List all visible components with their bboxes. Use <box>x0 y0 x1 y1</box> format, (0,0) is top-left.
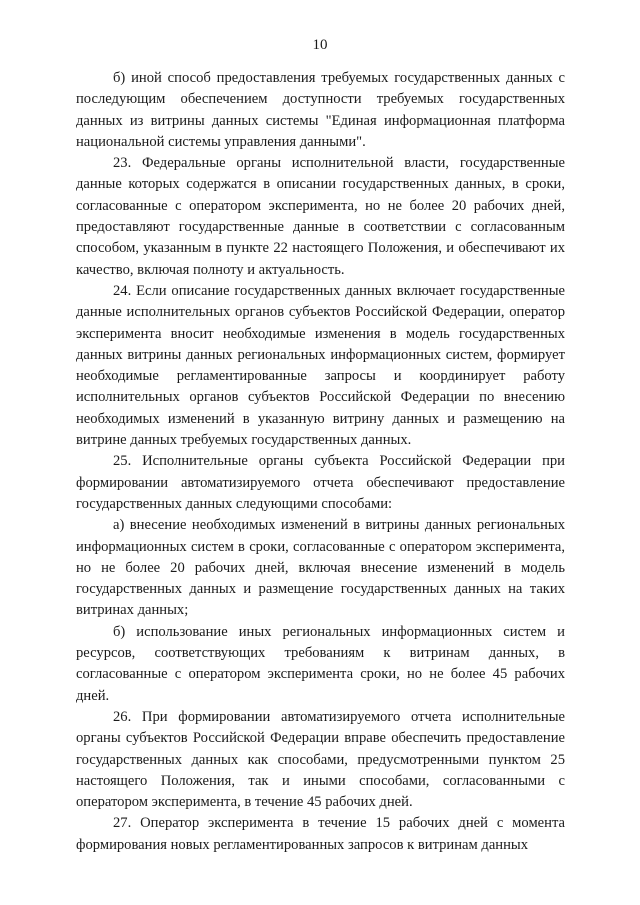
paragraph-22b: б) иной способ предоставления требуемых государственных данных с последующим обеспечением доступности требуемых государственных данных из витрины данных системы "Единая информационная платформа национальной системы управления данными". <box>76 70 565 150</box>
paragraph-25: 25. Исполнительные органы субъекта Российской Федерации при формировании автоматизируемого отчета обеспечивают предоставление государственных данных следующими способами: <box>76 453 565 512</box>
page-number: 10 <box>312 37 328 53</box>
paragraph-24: 24. Если описание государственных данных включает государственные данные исполнительных органов субъектов Российской Федерации, оператор эксперимента вносит необходимые изменения в модель государственных данных витрины данных региональных информационных систем, формирует необходимые регламентированные запросы и координирует работу исполнительных органов субъектов Российской Федерации по внесению необходимых изменений в указанную витрину данных и размещению на витрине данных требуемых государственных данных. <box>76 282 565 449</box>
paragraph-25b: б) использование иных региональных информационных систем и ресурсов, соответствующих требованиям к витринам данных, в согласованные с оператором эксперимента сроки, но не более 45 рабочих дней. <box>76 623 565 704</box>
paragraph-27: 27. Оператор эксперимента в течение 15 рабочих дней с момента формирования новых регламентированных запросов к витринам данных <box>76 815 565 853</box>
paragraph-23: 23. Федеральные органы исполнительной власти, государственные данные которых содержатся в описании государственных данных, в сроки, согласованные с оператором эксперимента, но не более 20 рабочих дней, предоставляют государственные данные в соответствии с согласованным способом, указанным в пункте 22 настоящего Положения, и обеспечивают их качество, включая полноту и актуальность. <box>76 155 565 278</box>
document-body <box>76 68 565 856</box>
paragraph-25a: а) внесение необходимых изменений в витрины данных региональных информационных систем в сроки, согласованные с оператором эксперимента, но не более 20 рабочих дней, включая внесение изменений в модель государственных данных и размещение государственных данных на таких витринах данных; <box>76 517 565 619</box>
paragraph-26: 26. При формировании автоматизируемого отчета исполнительные органы субъектов Российской Федерации вправе обеспечить предоставление государственных данных как способами, предусмотренными пунктом 25 настоящего Положения, так и иными способами, согласованными с оператором эксперимента, в течение 45 рабочих дней. <box>76 708 565 811</box>
